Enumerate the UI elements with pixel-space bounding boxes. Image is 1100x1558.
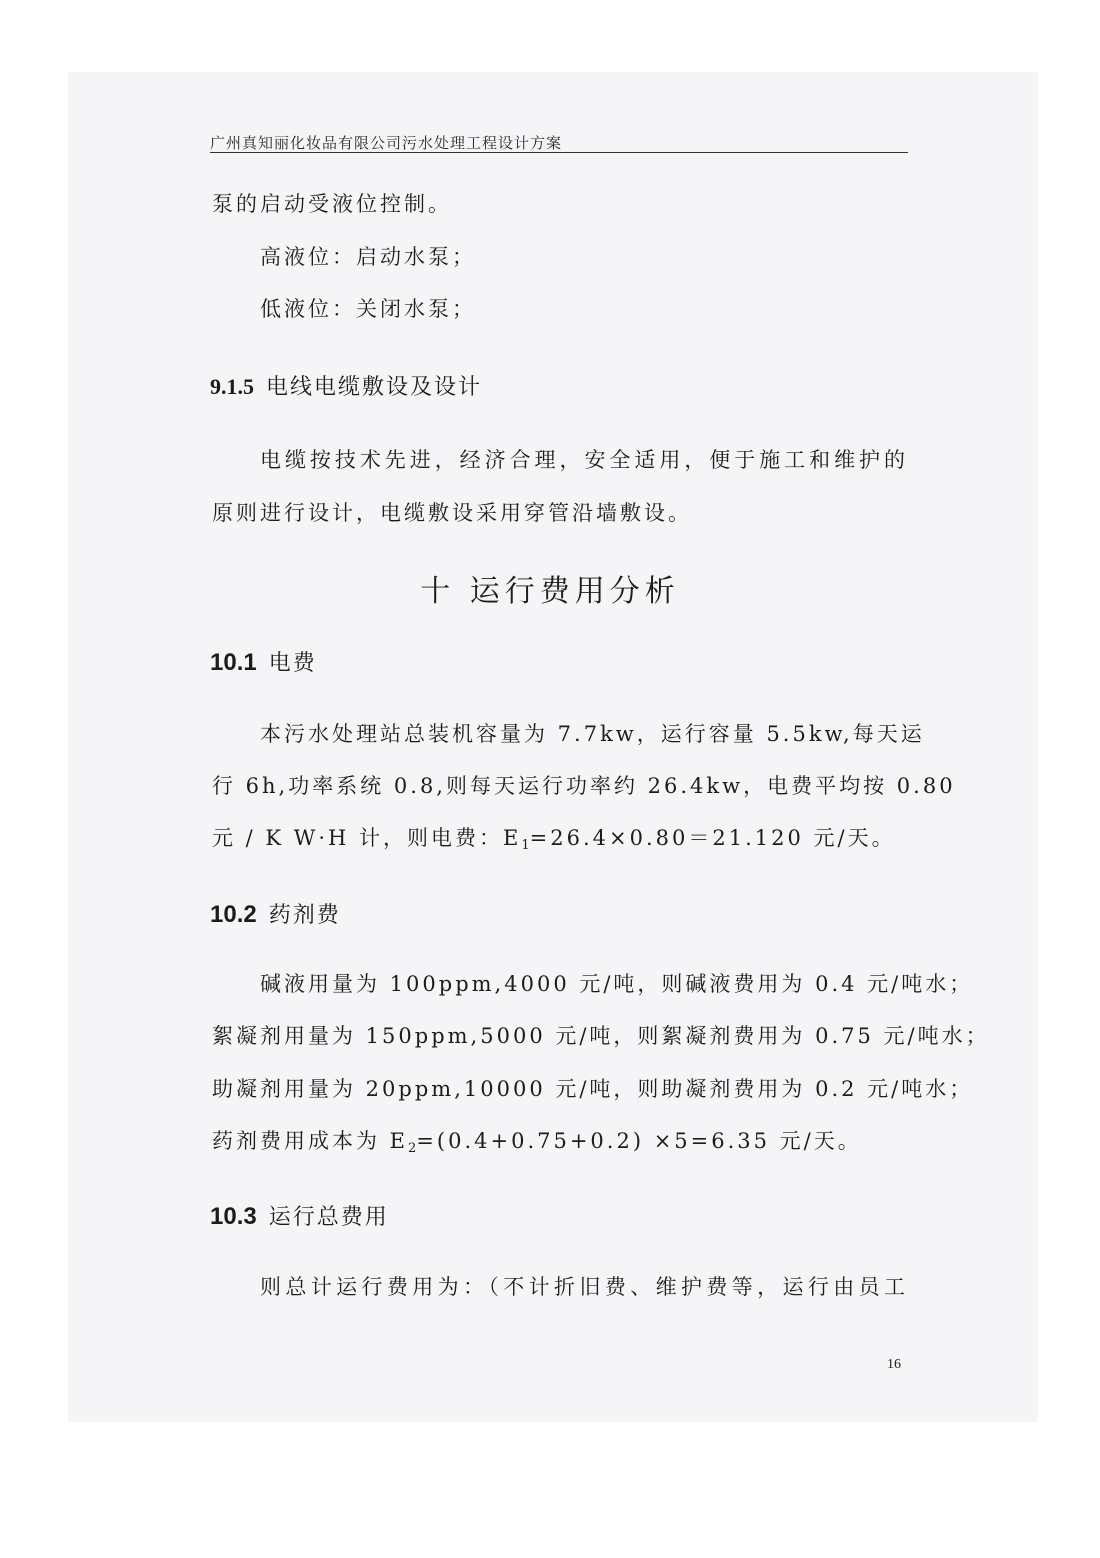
text-line: 泵的启动受液位控制。 — [212, 192, 452, 216]
text-line: 行 6h,功率系统 0.8,则每天运行功率约 26.4kw，电费平均按 0.80 — [212, 774, 956, 798]
text-line: 药剂费用成本为 $E_2=(0.4+0.75+0.2) \times 5=6.35$ 元/天。 — [212, 1129, 862, 1156]
heading-title: 电费 — [268, 651, 317, 676]
text-line: 则总计运行费用为：（不计折旧费、维护费等，运行由员工 — [260, 1275, 908, 1299]
section-heading-10-1 — [210, 646, 317, 677]
text-line: 本污水处理站总装机容量为 7.7kw，运行容量 5.5kw,每天运 — [260, 722, 925, 746]
text-line: 碱液用量为 100ppm,4000 元/吨，则碱液费用为 0.4 元/吨水； — [260, 972, 974, 996]
heading-title: 电线电缆敷设及设计 — [266, 375, 483, 400]
heading-number: 10.1 — [210, 649, 257, 676]
page-number: 16 — [887, 1357, 901, 1372]
text-line: 絮凝剂用量为 150ppm,5000 元/吨，则絮凝剂费用为 0.75 元/吨水； — [212, 1024, 990, 1048]
text-line: 电缆按技术先进，经济合理，安全适用，便于施工和维护的 — [260, 448, 908, 472]
heading-number: 10.3 — [210, 1203, 257, 1230]
header-rule — [210, 152, 908, 153]
text-line: 元 / K W·H 计，则电费：$E_1=26.4\times 0.80=21.120$ 元/天。 — [212, 826, 896, 853]
heading-title: 运行总费用 — [268, 1205, 389, 1230]
text-line: 低液位：关闭水泵； — [260, 297, 476, 321]
heading-title: 药剂费 — [268, 903, 341, 928]
section-heading-10-3 — [210, 1200, 389, 1231]
text-line: 高液位：启动水泵； — [260, 245, 476, 269]
text-line: 助凝剂用量为 20ppm,10000 元/吨，则助凝剂费用为 0.2 元/吨水； — [212, 1077, 974, 1101]
running-header: 广州真知丽化妆品有限公司污水处理工程设计方案 — [210, 134, 563, 152]
heading-number: 10.2 — [210, 901, 257, 928]
chapter-title: 十 运行费用分析 — [420, 574, 680, 609]
text-line: 原则进行设计，电缆敷设采用穿管沿墙敷设。 — [212, 501, 692, 525]
heading-number: 9.1.5 — [210, 374, 254, 399]
section-heading-10-2 — [210, 898, 341, 929]
subsection-heading-9-1-5 — [210, 370, 482, 401]
